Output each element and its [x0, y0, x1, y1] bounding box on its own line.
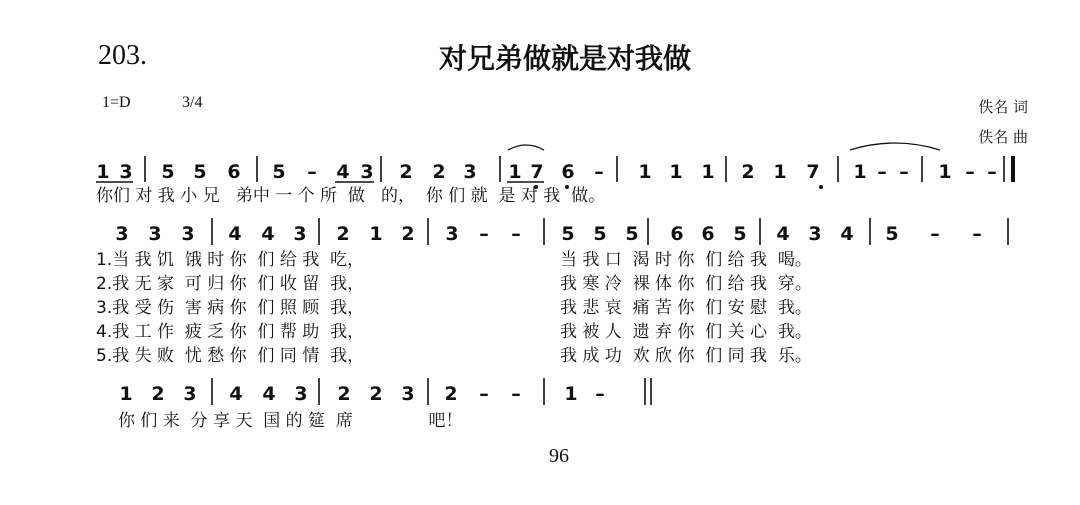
- note: –: [930, 223, 940, 245]
- note: 1: [638, 161, 652, 183]
- key-signature: 1=D: [102, 94, 131, 111]
- note: 4: [776, 223, 790, 245]
- verse-4-right: 我 被 人 遗 弃 你 们 关 心 我。: [560, 322, 812, 342]
- note: –: [972, 223, 982, 245]
- note: 3: [463, 161, 477, 183]
- note: 3: [148, 223, 162, 245]
- verse-3-right: 我 悲 哀 痛 苦 你 们 安 慰 我。: [560, 298, 812, 318]
- verse-1-right: 当 我 口 渴 时 你 们 给 我 喝。: [560, 250, 812, 270]
- note: 1: [96, 161, 110, 183]
- verse-1-left: 1.当 我 饥 饿 时 你 们 给 我 吃，: [96, 250, 365, 270]
- note: 1: [773, 161, 787, 183]
- note: –: [511, 383, 521, 405]
- note: 6: [701, 223, 715, 245]
- note: 1: [564, 383, 578, 405]
- lyricist-credit: 佚名 词: [978, 98, 1028, 116]
- note: 2: [337, 383, 351, 405]
- note: –: [594, 161, 604, 183]
- verse-2-right: 我 寒 冷 裸 体 你 们 给 我 穿。: [560, 274, 812, 294]
- note: –: [479, 223, 489, 245]
- note: –: [877, 161, 887, 183]
- verse-2-left: 2.我 无 家 可 归 你 们 收 留 我，: [96, 274, 365, 294]
- note: 4: [840, 223, 854, 245]
- note: 1: [119, 383, 133, 405]
- note: 2: [336, 223, 350, 245]
- lyrics-line-1: 你们 对 我 小 兄 弟中 一 个 所 做 的， 你 们 就 是 对 我 做。: [96, 186, 606, 206]
- octave-dot: [819, 185, 823, 189]
- note: 3: [294, 383, 308, 405]
- tie: [850, 143, 940, 150]
- lyrics-line-3: 你 们 来 分 享 天 国 的 筵 席 吧！: [118, 411, 463, 431]
- verse-4-left: 4.我 工 作 疲 乏 你 们 帮 助 我，: [96, 322, 365, 342]
- note: 5: [561, 223, 575, 245]
- note: 2: [369, 383, 383, 405]
- note: –: [511, 223, 521, 245]
- verse-5-right: 我 成 功 欢 欣 你 们 同 我 乐。: [560, 346, 812, 366]
- note: 1: [669, 161, 683, 183]
- note: 3: [360, 161, 374, 183]
- note: 4: [229, 383, 243, 405]
- note: 5: [733, 223, 747, 245]
- note: 5: [193, 161, 207, 183]
- note: 3: [808, 223, 822, 245]
- note: 2: [444, 383, 458, 405]
- note: 2: [401, 223, 415, 245]
- note: 1: [938, 161, 952, 183]
- note: 6: [670, 223, 684, 245]
- verse-3-left: 3.我 受 伤 害 病 你 们 照 顾 我，: [96, 298, 365, 318]
- note: 4: [261, 223, 275, 245]
- note: 6: [227, 161, 241, 183]
- note: –: [479, 383, 489, 405]
- note: –: [965, 161, 975, 183]
- hymn-title: 对兄弟做就是对我做: [438, 42, 691, 75]
- note: 1: [853, 161, 867, 183]
- page-number: 96: [549, 445, 569, 467]
- tie: [508, 145, 544, 150]
- note: 3: [181, 223, 195, 245]
- note: 3: [445, 223, 459, 245]
- note: 5: [885, 223, 899, 245]
- note: 3: [183, 383, 197, 405]
- composer-credit: 佚名 曲: [978, 128, 1028, 146]
- note: 5: [161, 161, 175, 183]
- note: –: [987, 161, 997, 183]
- note: 2: [432, 161, 446, 183]
- note: 4: [262, 383, 276, 405]
- note: 3: [115, 223, 129, 245]
- note: 4: [336, 161, 350, 183]
- note: 3: [119, 161, 133, 183]
- note: –: [307, 161, 317, 183]
- note: 5: [593, 223, 607, 245]
- note: 4: [228, 223, 242, 245]
- note: 6: [561, 161, 575, 183]
- verse-lyrics: [96, 250, 812, 366]
- note: 3: [401, 383, 415, 405]
- note: 7: [530, 161, 544, 183]
- note: 1: [508, 161, 522, 183]
- note: –: [595, 383, 605, 405]
- time-signature: 3/4: [182, 94, 203, 111]
- note: 5: [272, 161, 286, 183]
- note: 2: [399, 161, 413, 183]
- note: 2: [151, 383, 165, 405]
- verse-5-left: 5.我 失 败 忧 愁 你 们 同 情 我，: [96, 346, 365, 366]
- note: 2: [741, 161, 755, 183]
- note: 7: [806, 161, 820, 183]
- note: 3: [293, 223, 307, 245]
- hymn-number: 203.: [98, 40, 147, 71]
- note: 1: [701, 161, 715, 183]
- note: 1: [369, 223, 383, 245]
- note: –: [899, 161, 909, 183]
- note: 5: [625, 223, 639, 245]
